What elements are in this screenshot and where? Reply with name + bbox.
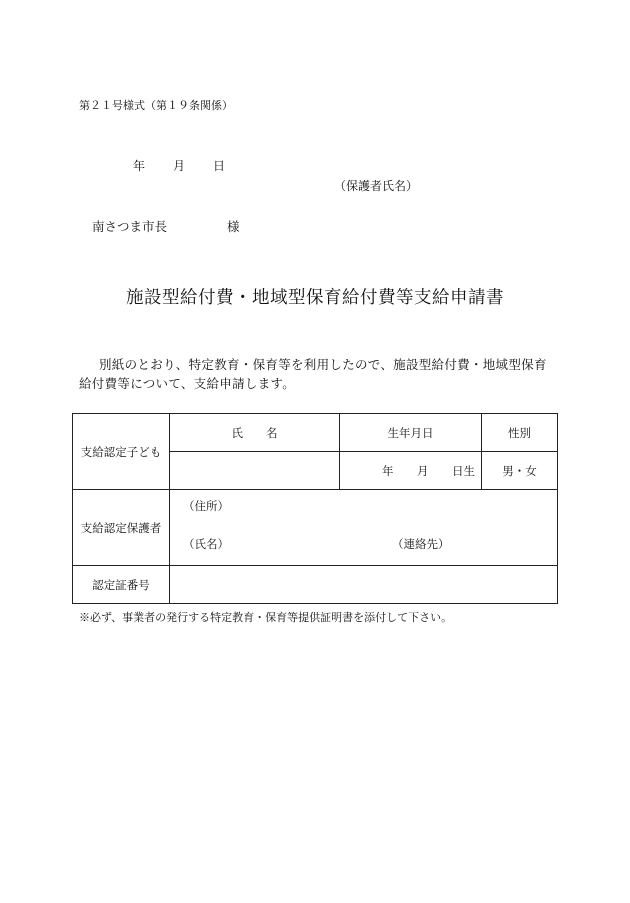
form-number: 第２１号様式（第１９条関係） xyxy=(79,99,233,112)
gender-header: 性別 xyxy=(482,414,558,452)
cert-number-field[interactable] xyxy=(170,566,558,604)
application-table xyxy=(72,413,558,604)
date-year-label: 年 xyxy=(133,159,146,173)
birth-year-label: 年 xyxy=(382,464,394,478)
date-day-label: 日 xyxy=(213,159,226,173)
guardian-info-field[interactable] xyxy=(170,490,558,566)
address-label: （住所） xyxy=(183,499,229,513)
gender-options[interactable]: 男・女 xyxy=(482,452,558,490)
addressee: 南さつま市長 xyxy=(92,219,168,234)
cert-number-label: 認定証番号 xyxy=(73,566,170,604)
birth-day-label: 日生 xyxy=(452,464,475,478)
contact-label: （連絡先） xyxy=(392,537,450,551)
footnote: ※必ず、事業者の発行する特定教育・保育等提供証明書を添付して下さい。 xyxy=(79,611,453,624)
guardian-label: 支給認定保護者 xyxy=(73,490,170,566)
date-month-label: 月 xyxy=(173,159,186,173)
guardian-name-label: （保護者氏名） xyxy=(334,179,419,193)
guardian-name-field-label: （氏名） xyxy=(183,537,229,551)
child-birthdate-field[interactable] xyxy=(340,452,482,490)
table-row xyxy=(73,414,558,452)
table-row xyxy=(73,566,558,604)
name-header: 氏 名 xyxy=(170,414,340,452)
child-label: 支給認定子ども xyxy=(73,414,170,490)
child-name-field[interactable] xyxy=(170,452,340,490)
body-text: 別紙のとおり、特定教育・保育等を利用したので、施設型給付費・地域型保育給付費等について、支給申請します。 xyxy=(79,357,547,391)
document-title: 施設型給付費・地域型保育給付費等支給申請書 xyxy=(126,288,504,308)
table-row xyxy=(73,490,558,566)
addressee-suffix: 様 xyxy=(227,219,240,234)
birth-month-label: 月 xyxy=(417,464,429,478)
birthdate-header: 生年月日 xyxy=(340,414,482,452)
